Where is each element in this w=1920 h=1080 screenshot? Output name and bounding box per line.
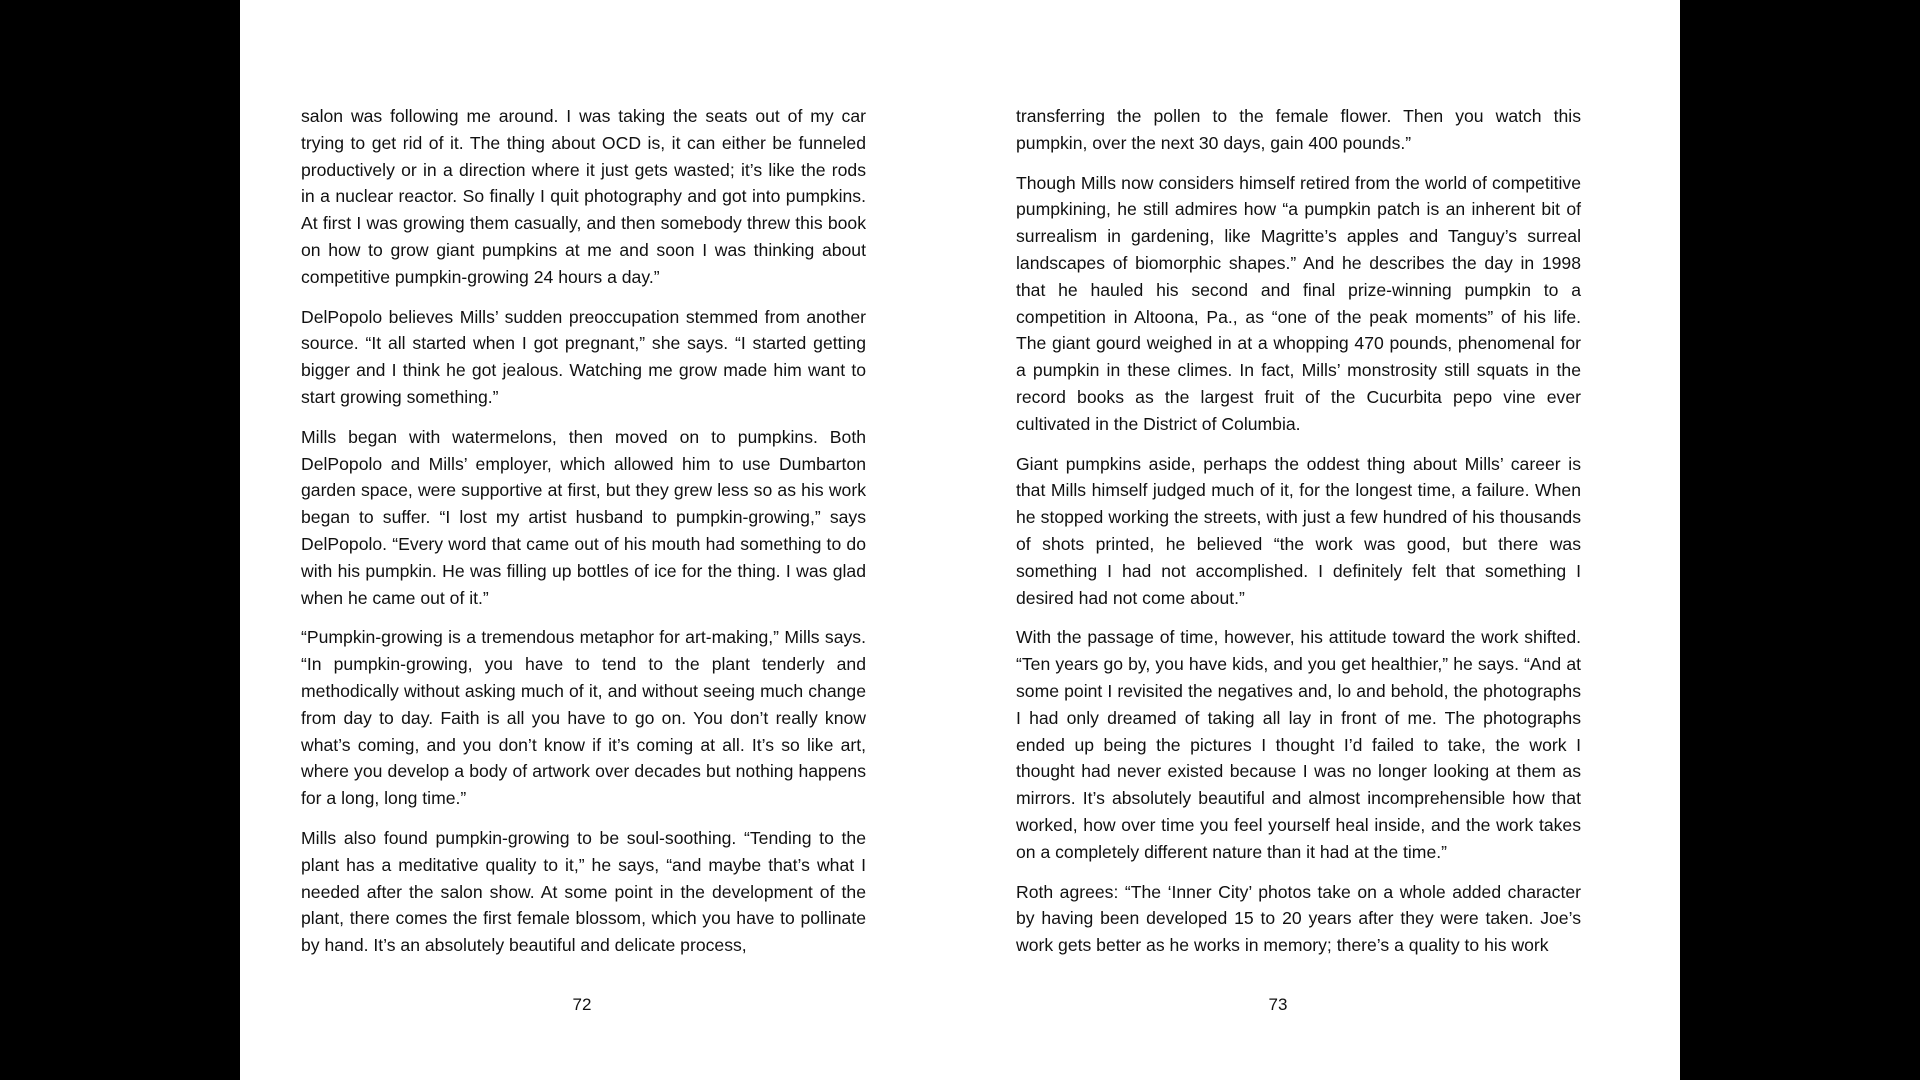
right-page xyxy=(960,0,1680,1080)
paragraph: salon was following me around. I was taking the seats out of my car trying to get rid of it. The thing about OCD is, it can either be funneled productively or in a direction where it just gets wasted; it’s like the rods in a nuclear reactor. So finally I quit photography and got into pumpkins. At first I was growing them casually, and then somebody threw this book on how to grow giant pumpkins at me and soon I was thinking about competitive pumpkin-growing 24 hours a day.” xyxy=(301,106,866,287)
paragraph: “Pumpkin-growing is a tremendous metaphor for art-making,” Mills says. “In pumpkin-growing, you have to tend to the plant tenderly and methodically without asking much of it, and without seeing much change from day to day. Faith is all you have to go on. You don’t really know what’s coming, and you don’t know if it’s coming at all. It’s so like art, where you develop a body of artwork over decades but nothing happens for a long, long time.” xyxy=(301,627,866,809)
paragraph: Though Mills now considers himself retired from the world of competitive pumpkining, he still admires how “a pumpkin patch is an inherent bit of surrealism in gardening, like Magritte’s apples and Tanguy’s surreal landscapes of biomorphic shapes.” And he describes the day in 1998 that he hauled his second and final prize-winning pumpkin to a competition in Altoona, Pa., as “one of the peak moments” of his life. The giant gourd weighed in at a whopping 470 pounds, phenomenal for a pumpkin in these climes. In fact, Mills’ monstrosity still squats in the record books as the largest fruit of the Cucurbita pepo vine ever cultivated in the District of Columbia. xyxy=(1016,172,1581,434)
book-spread xyxy=(240,0,1680,1080)
paragraph: Mills also found pumpkin-growing to be soul-soothing. “Tending to the plant has a meditative quality to it,” he says, “and maybe that’s what I needed after the salon show. At some point in the development of the plant, there comes the first female blossom, which you have to pollinate by hand. It’s an absolutely beautiful and delicate process, xyxy=(301,827,866,956)
paragraph: With the passage of time, however, his attitude toward the work shifted. “Ten years go by, you have kids, and you get healthier,” he says. “And at some point I revisited the negatives and, lo and behold, the photographs I had only dreamed of taking all lay in front of me. The photographs ended up being the pictures I thought I’d failed to take, the work I thought had never existed because I was no longer looking at them as mirrors. It’s absolutely beautiful and almost incomprehensible how that worked, how over time you feel yourself heal inside, and the work takes on a completely different nature than it had at the time.” xyxy=(1016,627,1581,862)
left-page-body xyxy=(301,103,866,959)
paragraph: Mills began with watermelons, then moved on to pumpkins. Both DelPopolo and Mills’ employer, which allowed him to use Dumbarton garden space, were supportive at first, but they grew less so as his work began to suffer. “I lost my artist husband to pumpkin-growing,” says DelPopolo. “Every word that came out of his mouth had something to do with his pumpkin. He was filling up bottles of ice for the thing. I was glad when he came out of it.” xyxy=(301,426,866,608)
right-page-body xyxy=(1016,103,1581,959)
paragraph: transferring the pollen to the female flower. Then you watch this pumpkin, over the next 30 days, gain 400 pounds.” xyxy=(1016,106,1581,153)
paragraph: DelPopolo believes Mills’ sudden preoccupation stemmed from another source. “It all started when I got pregnant,” she says. “I started getting bigger and I think he got jealous. Watching me grow made him want to start growing something.” xyxy=(301,306,866,407)
page-number: 72 xyxy=(572,995,592,1014)
paragraph: Roth agrees: “The ‘Inner City’ photos take on a whole added character by having been developed 15 to 20 years after they were taken. Joe’s work gets better as he works in memory; there’s a quality to his work xyxy=(1016,881,1581,956)
left-page xyxy=(240,0,960,1080)
paragraph: Giant pumpkins aside, perhaps the oddest thing about Mills’ career is that Mills himself judged much of it, for the longest time, a failure. When he stopped working the streets, with just a few hundred of his thousands of shots printed, he believed “the work was good, but there was something I had not accomplished. I definitely felt that something I desired had not come about.” xyxy=(1016,453,1581,608)
page-number: 73 xyxy=(1268,995,1288,1014)
